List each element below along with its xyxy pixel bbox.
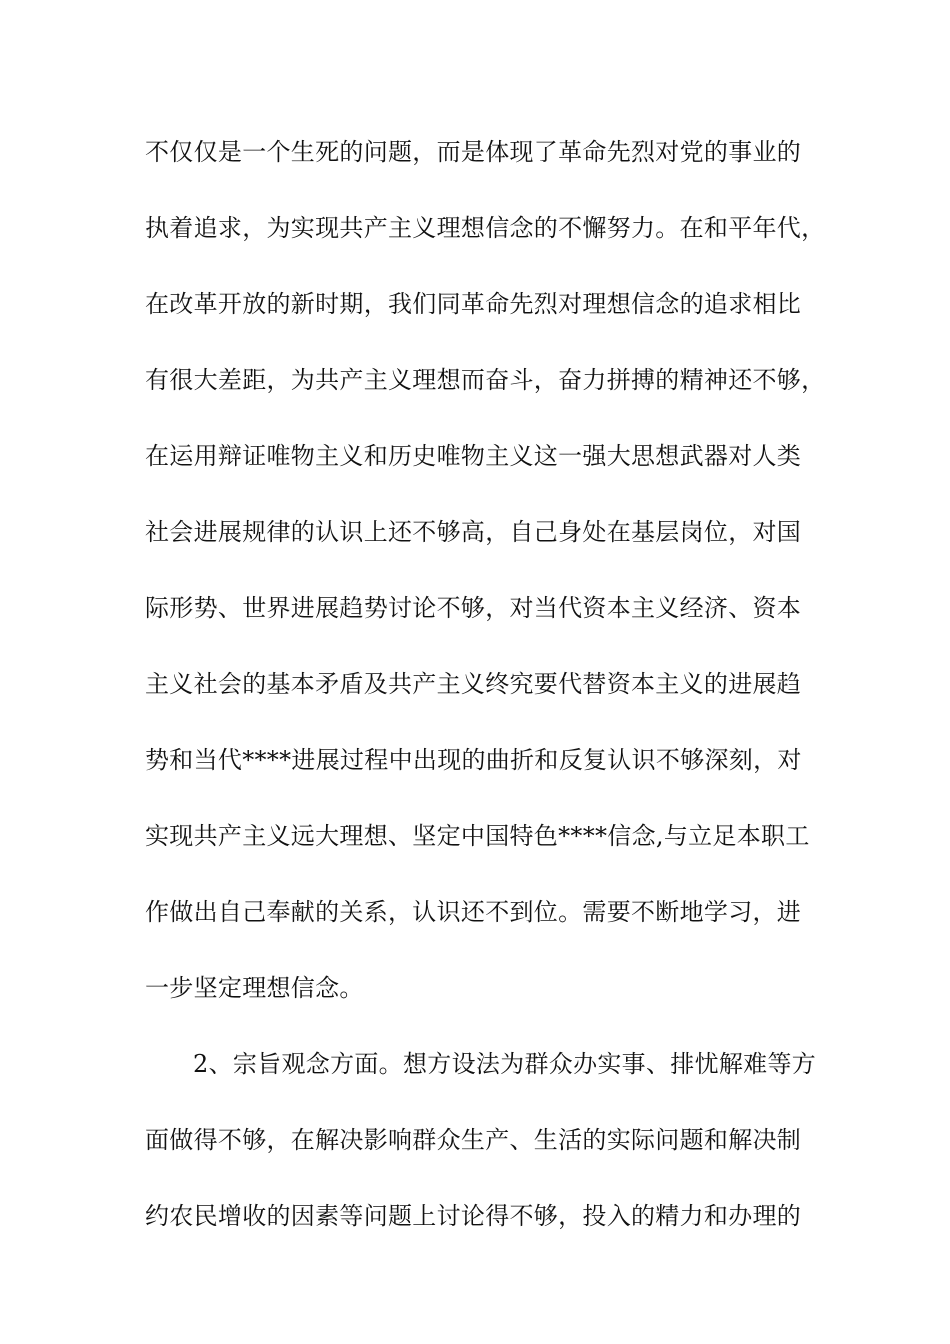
text-line: 面做得不够，在解决影响群众生产、生活的实际问题和解决制 [145,1126,802,1154]
text-line: 在改革开放的新时期，我们同革命先烈对理想信念的追求相比 [145,290,802,318]
text-line: 际形势、世界进展趋势讨论不够，对当代资本主义经济、资本 [145,594,802,622]
text-line: 社会进展规律的认识上还不够高，自己身处在基层岗位，对国 [145,518,802,546]
paragraph-start-line: 2、宗旨观念方面。想方设法为群众办实事、排忧解难等方 [193,1050,817,1078]
text-line: 作做出自己奉献的关系，认识还不到位。需要不断地学习，进 [145,898,802,926]
text-line: 有很大差距，为共产主义理想而奋斗，奋力拼搏的精神还不够， [145,366,826,394]
text-line: 执着追求，为实现共产主义理想信念的不懈努力。在和平年代， [145,214,826,242]
text-line: 实现共产主义远大理想、坚定中国特色****信念,与立足本职工 [145,822,810,850]
text-line: 势和当代****进展过程中出现的曲折和反复认识不够深刻，对 [145,746,802,774]
text-line: 一步坚定理想信念。 [145,974,364,1002]
text-line: 不仅仅是一个生死的问题，而是体现了革命先烈对党的事业的 [145,138,802,166]
text-line: 主义社会的基本矛盾及共产主义终究要代替资本主义的进展趋 [145,670,802,698]
text-line: 约农民增收的因素等问题上讨论得不够，投入的精力和办理的 [145,1202,802,1230]
text-line: 在运用辩证唯物主义和历史唯物主义这一强大思想武器对人类 [145,442,802,470]
